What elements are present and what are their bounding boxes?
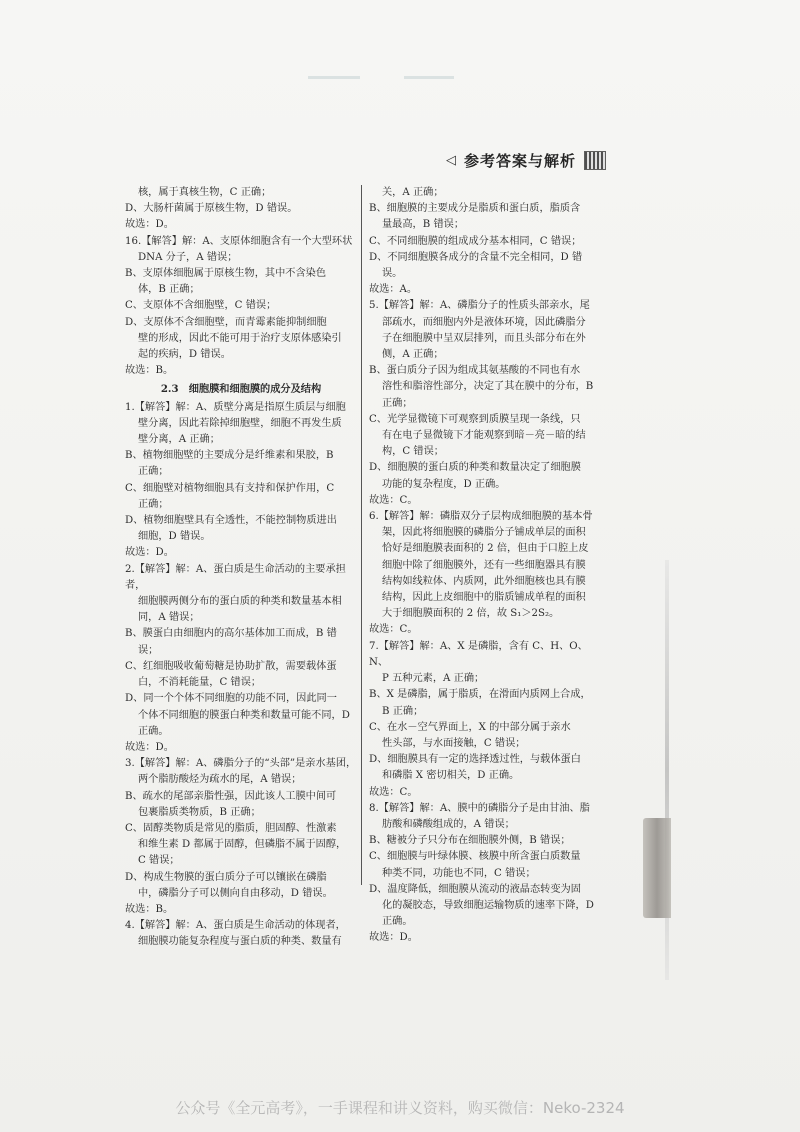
text-line: 壁分离，因此若除掉细胞壁，细胞不再发生质 <box>138 417 342 429</box>
text-line: 核，属于真核生物，C 正确； <box>138 187 272 198</box>
text-line: 构，C 错误； <box>382 446 444 458</box>
page-header <box>446 148 706 172</box>
text-line: 个体不同细胞的膜蛋白种类和数量可能不同，D <box>138 709 350 721</box>
text-line: 体，B 正确； <box>138 284 200 296</box>
text-line: 壁分离，A 正确； <box>138 434 220 446</box>
text-line: 细胞中除了细胞膜外，还有一些细胞器具有膜 <box>382 559 586 571</box>
column-divider <box>361 185 362 885</box>
text-line: 4.【解答】解：A、蛋白质是生命活动的体现者， <box>125 920 346 932</box>
text-line: 故选：C。 <box>369 786 418 798</box>
text-line: 6.【解答】解：磷脂双分子层构成细胞膜的基本骨 <box>369 511 593 523</box>
text-line: 故选：D。 <box>125 741 174 753</box>
text-line: B、植物细胞壁的主要成分是纤维素和果胶，B <box>125 450 334 462</box>
text-line: 故选：D。 <box>369 932 418 944</box>
side-tab <box>643 818 671 918</box>
text-line: 和磷脂 X 密切相关，D 正确。 <box>382 770 520 782</box>
text-line: DNA 分子，A 错误； <box>138 251 238 263</box>
text-line: D、植物细胞壁具有全透性，不能控制物质进出 <box>125 515 337 527</box>
text-line: 故选：C。 <box>369 494 418 506</box>
text-line: 2.3 细胞膜和细胞膜的成分及结构 <box>160 383 322 396</box>
left-column <box>125 185 357 951</box>
text-line: B、支原体细胞属于原核生物，其中不含染色 <box>125 268 327 280</box>
text-line: 故选：D。 <box>125 219 174 231</box>
text-line: C、支原体不含细胞壁，C 错误； <box>125 300 277 312</box>
text-line: 2.【解答】解：A、蛋白质是生命活动的主要承担者， <box>125 563 346 591</box>
scan-mark <box>404 76 454 79</box>
text-line: 侧，A 正确； <box>382 349 444 361</box>
text-line: B、疏水的尾部亲脂性强，因此该人工膜中间可 <box>125 790 337 802</box>
text-line: D、大肠杆菌属于原核生物，D 错误。 <box>125 203 298 215</box>
text-line: 关，A 正确； <box>382 187 444 198</box>
text-line: 正确； <box>382 397 413 409</box>
text-line: 和维生素 D 都属于固醇，但磷脂不属于固醇， <box>138 839 347 851</box>
text-line: 正确； <box>138 466 169 478</box>
text-line: 有在电子显微镜下才能观察到暗－亮－暗的结 <box>382 430 586 442</box>
text-line: 正确。 <box>382 916 413 928</box>
text-line: C、光学显微镜下可观察到质膜呈现一条线，只 <box>369 413 581 425</box>
text-line: B、糖被分子只分布在细胞膜外侧，B 错误； <box>369 835 571 847</box>
text-line: 恰好是细胞膜表面积的 2 倍，但由于口腔上皮 <box>382 543 589 555</box>
text-line: P 五种元素，A 正确； <box>382 673 485 685</box>
text-line: 细胞膜两侧分布的蛋白质的种类和数量基本相 <box>138 596 342 608</box>
text-line: C、不同细胞膜的组成成分基本相同，C 错误； <box>369 235 582 247</box>
text-line: 中，磷脂分子可以侧向自由移动，D 错误。 <box>138 887 333 899</box>
text-line: D、同一个个体不同细胞的功能不同，因此同一 <box>125 693 337 705</box>
text-line: 大于细胞膜面积的 2 倍，故 S₁＞2S₂。 <box>382 608 560 620</box>
text-line: 5.【解答】解：A、磷脂分子的性质头部亲水，尾 <box>369 300 590 312</box>
text-line: 结构，因此上皮细胞中的脂质铺成单程的面积 <box>382 592 586 604</box>
text-line: C 错误； <box>138 855 180 867</box>
text-line: 包裹脂质类物质，B 正确； <box>138 806 261 818</box>
header-title: 参考答案与解析 <box>464 151 577 170</box>
text-line: 细胞，D 错误。 <box>138 531 211 543</box>
text-line: D、细胞膜的蛋白质的种类和数量决定了细胞膜 <box>369 462 581 474</box>
text-line: 1.【解答】解：A、质壁分离是指原生质层与细胞 <box>125 401 346 413</box>
text-line: 故选：D。 <box>125 547 174 559</box>
text-line: 故选：C。 <box>369 624 418 636</box>
right-column <box>369 185 601 947</box>
text-line: B、蛋白质分子因为组成其氨基酸的不同也有水 <box>369 365 581 377</box>
text-line: B、膜蛋白由细胞内的高尔基体加工而成，B 错 <box>125 628 337 640</box>
text-line: 结构如线粒体、内质网，此外细胞核也具有膜 <box>382 575 586 587</box>
text-line: 8.【解答】解：A、膜中的磷脂分子是由甘油、脂 <box>369 802 590 814</box>
triangle-icon: ◁ <box>446 152 456 168</box>
text-line: 故选：A。 <box>369 284 418 296</box>
text-line: 故选：B。 <box>125 365 174 377</box>
text-line: 化的凝胶态，导致细胞运输物质的速率下降，D <box>382 899 594 911</box>
text-line: 细胞膜功能复杂程度与蛋白质的种类、数量有 <box>138 936 342 948</box>
text-line: C、细胞壁对植物细胞具有支持和保护作用，C <box>125 482 335 494</box>
text-line: C、在水－空气界面上，X 的中部分属于亲水 <box>369 721 571 733</box>
text-line: 正确； <box>138 498 169 510</box>
text-line: D、支原体不含细胞壁，而青霉素能抑制细胞 <box>125 316 327 328</box>
text-line: C、红细胞吸收葡萄糖是协助扩散，需要载体蛋 <box>125 660 337 672</box>
text-line: 同，A 错误； <box>138 612 200 624</box>
text-line: C、固醇类物质是常见的脂质，胆固醇、性激素 <box>125 822 337 834</box>
text-line: 量最高，B 错误； <box>382 219 465 231</box>
text-line: 肪酸和磷酸组成的，A 错误； <box>382 818 515 830</box>
text-line: D、细胞膜具有一定的选择透过性，与载体蛋白 <box>369 754 581 766</box>
text-line: 溶性和脂溶性部分，决定了其在膜中的分布，B <box>382 381 594 393</box>
qr-code-icon <box>584 151 606 170</box>
text-line: D、不同细胞膜各成分的含量不完全相同，D 错 <box>369 251 583 263</box>
text-line: 起的疾病，D 错误。 <box>138 349 231 361</box>
text-line: B 正确； <box>382 705 424 717</box>
text-line: 部疏水，而细胞内外是液体环境，因此磷脂分 <box>382 316 586 328</box>
text-line: 架，因此将细胞膜的磷脂分子铺成单层的面积 <box>382 527 586 539</box>
text-line: 16.【解答】解：A、支原体细胞含有一个大型环状 <box>125 235 353 247</box>
text-line: 误； <box>138 644 159 656</box>
text-line: 正确。 <box>138 725 169 737</box>
text-line: 子在细胞膜中呈双层排列，而且头部分布在外 <box>382 332 586 344</box>
scan-mark <box>308 76 360 79</box>
text-line: 故选：B。 <box>125 903 174 915</box>
text-line: C、细胞膜与叶绿体膜、核膜中所含蛋白质数量 <box>369 851 581 863</box>
text-line: 误。 <box>382 268 403 280</box>
text-line: D、温度降低，细胞膜从流动的液晶态转变为固 <box>369 883 581 895</box>
text-line: 性头部，与水面接触，C 错误； <box>382 737 526 749</box>
text-line: B、细胞膜的主要成分是脂质和蛋白质，脂质含 <box>369 203 581 215</box>
text-line: 白，不消耗能量，C 错误； <box>138 677 262 689</box>
footer-watermark: 公众号《全元高考》，一手课程和讲义资料，购买微信：Neko-2324 <box>175 1099 625 1117</box>
text-line: 7.【解答】解：A、X 是磷脂，含有 C、H、O、N、 <box>369 640 588 668</box>
text-line: 两个脂肪酸烃为疏水的尾，A 错误； <box>138 774 302 786</box>
text-line: 3.【解答】解：A、磷脂分子的“头部”是亲水基团， <box>125 758 357 770</box>
text-line: 壁的形成，因此不能可用于治疗支原体感染引 <box>138 332 342 344</box>
text-line: 功能的复杂程度，D 正确。 <box>382 478 506 490</box>
text-line: D、构成生物膜的蛋白质分子可以镶嵌在磷脂 <box>125 871 327 883</box>
text-line: 种类不同，功能也不同，C 错误； <box>382 867 536 879</box>
text-line: B、X 是磷脂，属于脂质，在滑面内质网上合成， <box>369 689 591 701</box>
